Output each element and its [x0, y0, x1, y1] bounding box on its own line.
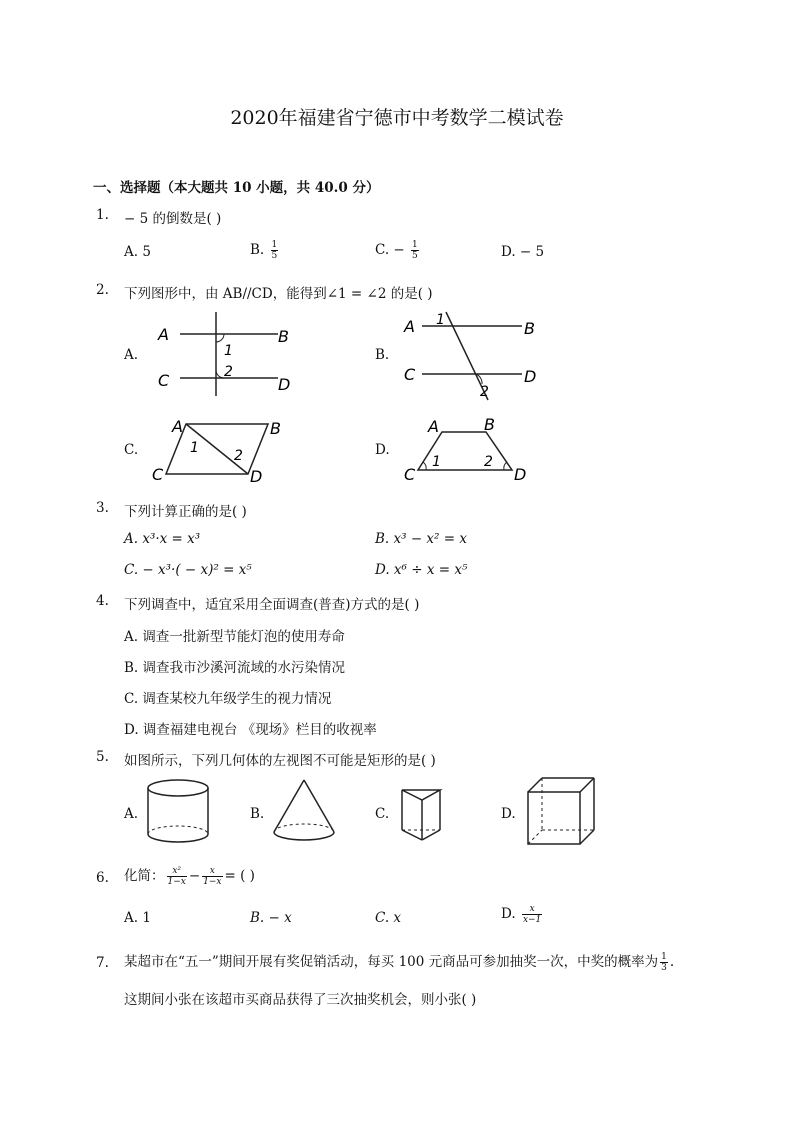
q5-number: 5. — [96, 749, 109, 765]
svg-text:C: C — [152, 465, 164, 484]
q7-text-line2: 这期间小张在该超市买商品获得了三次抽奖机会，则小张( ) — [124, 992, 477, 1008]
q1-number: 1. — [96, 207, 109, 223]
svg-text:1: 1 — [432, 454, 441, 470]
q1-option-c: C. − $\frac{1}{5}$ — [375, 240, 418, 261]
fig-label-a: A — [158, 325, 169, 344]
q5-option-d: D. — [501, 806, 516, 822]
svg-text:B: B — [278, 327, 289, 346]
q2-option-b: B. — [375, 347, 390, 363]
prism-figure — [396, 780, 446, 848]
q6-option-a: A. 1 — [124, 910, 151, 926]
cylinder-figure — [144, 776, 214, 848]
q4-text: 下列调查中，适宜采用全面调查(普查)方式的是( ) — [124, 597, 420, 613]
q2-figure-b — [398, 306, 558, 402]
q6-option-c: C. x — [375, 910, 402, 926]
q5-option-b: B. — [250, 806, 265, 822]
q1-option-b: B. $\frac{1}{5}$ — [250, 240, 278, 261]
q1-option-a: A. 5 — [124, 244, 151, 260]
svg-text:B: B — [484, 415, 495, 434]
svg-text:2: 2 — [234, 448, 243, 464]
svg-text:D: D — [514, 465, 527, 484]
q7-text-line1: 某超市在“五一”期间开展有奖促销活动，每买 100 元商品可参加抽奖一次，中奖的概率为 $\frac{1}{3}$ . — [124, 952, 675, 973]
q5-text: 如图所示，下列几何体的左视图不可能是矩形的是( ) — [124, 753, 436, 769]
section-heading: 一、选择题（本大题共 10 小题，共 40.0 分） — [93, 180, 380, 196]
q2-option-d: D. — [375, 442, 390, 458]
q3-text: 下列计算正确的是( ) — [124, 504, 247, 520]
q2-figure-d — [400, 414, 540, 486]
q3-option-c: C. − x³·( − x)² = x⁵ — [124, 562, 252, 578]
svg-text:1: 1 — [190, 440, 199, 456]
q2-figure-c — [148, 414, 298, 486]
q7-number: 7. — [96, 955, 109, 971]
q5-option-c: C. — [375, 806, 390, 822]
svg-text:1: 1 — [436, 312, 445, 328]
q5-option-a: A. — [124, 806, 139, 822]
svg-text:A: A — [172, 417, 183, 436]
svg-text:C: C — [158, 371, 170, 390]
cube-figure — [522, 774, 602, 850]
q4-number: 4. — [96, 593, 109, 609]
q4-option-d: D. 调查福建电视台 《现场》栏目的收视率 — [124, 722, 377, 738]
page-title: 2020年福建省宁德市中考数学二模试卷 — [230, 107, 564, 129]
q1-option-d: D. − 5 — [501, 244, 545, 260]
q3-option-d: D. x⁶ ÷ x = x⁵ — [375, 562, 468, 578]
q2-option-a: A. — [124, 347, 139, 363]
q2-text: 下列图形中，由 AB//CD，能得到∠1 = ∠2 的是( ) — [124, 286, 433, 302]
q3-number: 3. — [96, 500, 109, 516]
cone-figure — [270, 776, 340, 848]
svg-text:B: B — [524, 319, 535, 338]
q1-text: − 5 的倒数是( ) — [124, 211, 222, 227]
svg-text:A: A — [404, 317, 415, 336]
q3-option-a: A. x³·x = x³ — [124, 531, 201, 547]
svg-text:D: D — [250, 467, 263, 486]
q4-option-b: B. 调查我市沙溪河流域的水污染情况 — [124, 660, 346, 676]
svg-text:A: A — [428, 417, 439, 436]
q2-option-c: C. — [124, 442, 139, 458]
svg-text:B: B — [270, 419, 281, 438]
svg-text:2: 2 — [480, 384, 489, 400]
svg-text:D: D — [524, 367, 537, 386]
svg-text:1: 1 — [224, 343, 233, 359]
svg-text:C: C — [404, 465, 416, 484]
svg-text:C: C — [404, 365, 416, 384]
q4-option-a: A. 调查一批新型节能灯泡的使用寿命 — [124, 629, 345, 645]
q6-option-b: B. − x — [250, 910, 292, 926]
svg-text:2: 2 — [484, 454, 493, 470]
svg-text:D: D — [278, 375, 291, 394]
q2-number: 2. — [96, 282, 109, 298]
q6-option-d: D. $\frac{x}{x-1}$ — [501, 904, 542, 925]
q6-number: 6. — [96, 870, 109, 886]
q3-option-b: B. x³ − x² = x — [375, 531, 467, 547]
q6-text: 化简： $\frac{\text{x²}}{1-x}$ − $\frac{x}{1-x}$ = ( ) — [124, 866, 255, 887]
q4-option-c: C. 调查某校九年级学生的视力情况 — [124, 691, 332, 707]
q2-figure-a — [150, 308, 310, 398]
svg-text:2: 2 — [224, 364, 233, 380]
